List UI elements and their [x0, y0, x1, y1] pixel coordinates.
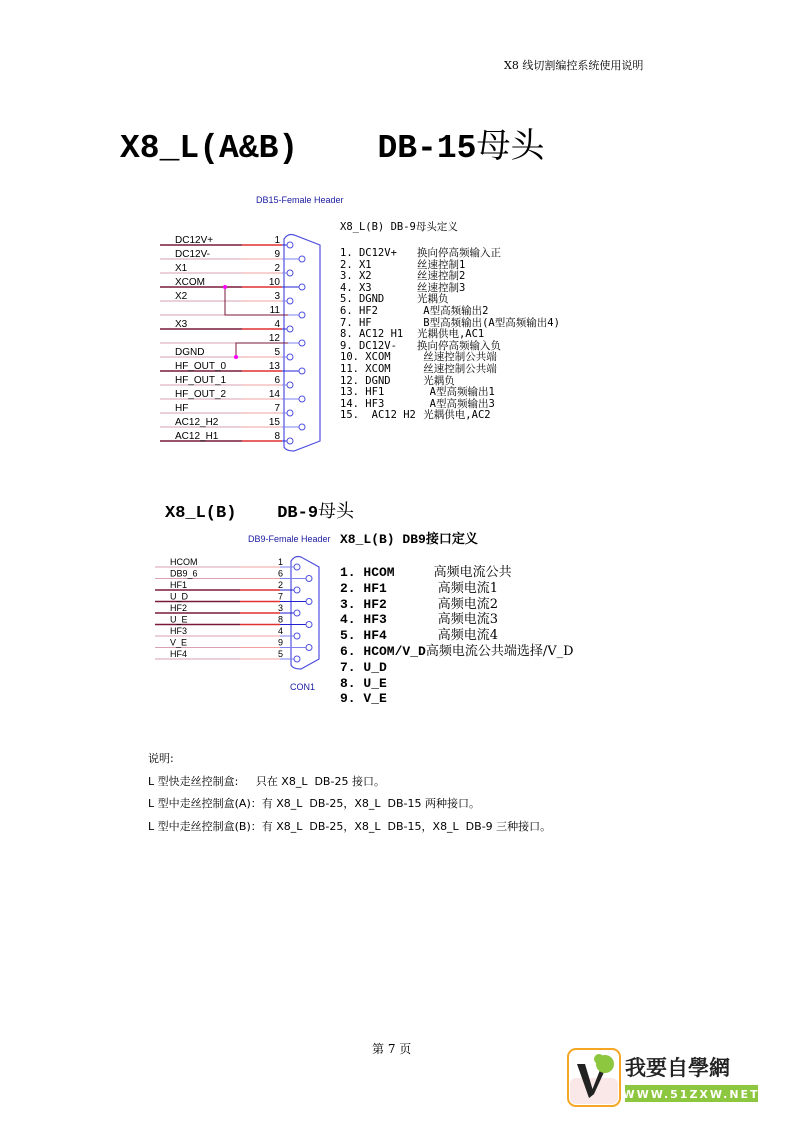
- pin-socket: [306, 645, 312, 651]
- definition-description: A型高频输出1: [423, 386, 495, 399]
- definition-row: [340, 676, 574, 692]
- pin-socket: [306, 622, 312, 628]
- wire-label: HF_OUT_2: [175, 389, 227, 400]
- notes-heading: 说明:: [148, 752, 174, 765]
- wire-label: HF1: [170, 580, 188, 590]
- pin-number: 4: [277, 626, 283, 636]
- definition-number: 11.: [340, 362, 366, 375]
- pin-number: 4: [274, 319, 280, 330]
- definition-number: 8.: [340, 328, 359, 341]
- definition-signal: HCOM: [363, 565, 395, 580]
- pin-number: 9: [274, 249, 280, 260]
- notes-line: L 型快走丝控制盒: 只在 X8_L DB-25 接口。: [148, 774, 385, 788]
- definition-description: 高频电流2: [425, 596, 499, 612]
- definition-number: 9.: [340, 339, 359, 352]
- definition-number: 5.: [340, 628, 364, 644]
- definition-signal: HF3: [365, 397, 385, 410]
- wire-label: HF2: [170, 603, 188, 613]
- pin-number: 8: [277, 614, 283, 625]
- wire-label: V_E: [170, 637, 188, 648]
- wire-label: HF_OUT_0: [175, 361, 227, 372]
- definition-description: 光耦供电,AC2: [423, 409, 491, 422]
- definition-description: 高频电流公共端选择/V_D: [425, 643, 574, 659]
- pin-socket: [294, 656, 300, 662]
- pin-number: 8: [274, 431, 280, 442]
- definition-signal: HF3: [363, 612, 387, 628]
- pin-socket: [299, 424, 305, 430]
- definition-number: 1.: [340, 247, 359, 259]
- page-number: 第 7 页: [372, 1042, 412, 1056]
- definition-signal: HCOM/V_D: [363, 643, 426, 659]
- wire-label: X3: [175, 319, 188, 330]
- db15-definition-title: X8_L(B) DB-9母头定义: [340, 221, 458, 233]
- definition-row: [340, 306, 560, 318]
- wire-label: AC12_H1: [175, 431, 219, 442]
- definition-number: 13.: [340, 386, 366, 399]
- db15-diagram: [160, 225, 340, 455]
- definition-signal: DC12V+: [358, 247, 397, 259]
- watermark-logo: [567, 1048, 759, 1107]
- logo-url: WWW.51ZXW.NET: [622, 1088, 759, 1101]
- pin-number: 3: [274, 291, 280, 302]
- definition-description: 光耦供电,AC1: [416, 328, 485, 341]
- pin-socket: [306, 576, 312, 582]
- wire-label: X1: [175, 263, 188, 274]
- definition-signal: HF2: [358, 304, 378, 317]
- document-header-title: X8 线切割编控系统使用说明: [504, 59, 644, 72]
- definition-signal: AC12 H2: [365, 409, 416, 422]
- definition-row: [340, 628, 574, 644]
- pin-number: 2: [277, 580, 283, 590]
- wire-label: HCOM: [170, 557, 198, 567]
- pin-number: 6: [277, 568, 283, 579]
- logo-graphic: [567, 1048, 759, 1107]
- definition-description: 高频电流3: [425, 612, 499, 628]
- definition-description: 高频电流1: [425, 580, 499, 596]
- definition-row: [340, 565, 574, 581]
- definition-row: [340, 387, 560, 399]
- definition-row: [340, 644, 574, 660]
- db9-diagram-caption: DB9-Female Header: [248, 534, 331, 544]
- definition-signal: HF: [358, 316, 372, 329]
- definition-signal: DGND: [365, 374, 391, 387]
- definition-number: 12.: [340, 374, 366, 387]
- definition-signal: HF4: [363, 628, 387, 644]
- definition-row: [340, 248, 560, 260]
- definition-number: 1.: [340, 565, 364, 580]
- db9-definition-title-text: X8_L(B) DB9接口定义: [340, 532, 478, 547]
- definition-number: 10.: [340, 351, 366, 364]
- definition-description: A型高频输出3: [423, 397, 495, 410]
- junction-wire: [236, 343, 288, 357]
- wire-label: HF: [175, 403, 189, 414]
- wire-label: XCOM: [175, 277, 205, 288]
- pin-number: 11: [269, 305, 280, 316]
- definition-number: 5.: [340, 293, 359, 306]
- definition-description: 光耦负: [416, 293, 449, 306]
- pin-number: 3: [277, 603, 283, 613]
- pin-number: 7: [277, 591, 283, 602]
- definition-number: 3.: [340, 270, 359, 283]
- pin-socket: [287, 242, 293, 248]
- definition-signal: HF2: [363, 596, 387, 612]
- pin-socket: [299, 368, 305, 374]
- notes-line: L 型中走丝控制盒(A)：有 X8_L DB-25，X8_L DB-15 两种接口。: [148, 797, 481, 810]
- definition-signal: DGND: [358, 293, 385, 306]
- definition-signal: DC12V-: [358, 339, 397, 352]
- pin-socket: [294, 587, 300, 593]
- definition-signal: AC12 H1: [358, 328, 404, 341]
- pin-number: 7: [274, 403, 280, 414]
- notes-line: L 型中走丝控制盒(B)：有 X8_L DB-25，X8_L DB-15，X8_L DB-9 三种接口。: [148, 819, 552, 833]
- pin-socket: [287, 326, 293, 332]
- definition-description: 丝速控制公共端: [423, 351, 497, 364]
- definition-description: 高频电流公共: [425, 565, 512, 580]
- notes-section: [148, 748, 551, 838]
- definition-number: 9.: [340, 691, 364, 707]
- logo-leaf-icon: [594, 1054, 604, 1064]
- pin-socket: [287, 354, 293, 360]
- definition-number: 6.: [340, 643, 364, 659]
- junction-dot: [223, 285, 227, 289]
- section-b-title-cn: 母头: [318, 501, 355, 522]
- db9-diagram: [155, 555, 335, 675]
- definition-signal: U_E: [363, 675, 387, 691]
- definition-description: 高频电流4: [425, 628, 499, 644]
- pin-socket: [299, 396, 305, 402]
- pin-number: 5: [274, 347, 280, 358]
- definition-signal: X1: [358, 258, 372, 271]
- section-a-title: [120, 118, 544, 167]
- pin-socket: [299, 340, 305, 346]
- pin-socket: [299, 256, 305, 262]
- pin-socket: [287, 382, 293, 388]
- db15-definition-list: [340, 248, 560, 422]
- pin-socket: [287, 438, 293, 444]
- definition-row: [340, 329, 560, 341]
- definition-description: A型高频输出2: [416, 304, 489, 317]
- wire-label: DC12V-: [175, 249, 211, 260]
- db15-diagram-caption: DB15-Female Header: [256, 195, 344, 205]
- pin-number: 2: [274, 263, 280, 274]
- definition-description: 换向停高频输入正: [416, 247, 501, 259]
- pin-socket: [299, 312, 305, 318]
- pin-number: 1: [274, 235, 280, 246]
- definition-number: 7.: [340, 316, 359, 329]
- junction-dot: [234, 355, 238, 359]
- definition-number: 14.: [340, 397, 366, 410]
- definition-number: 4.: [340, 612, 364, 628]
- pin-number: 1: [277, 557, 283, 567]
- wire-label: HF4: [170, 649, 188, 659]
- wire-label: U_E: [170, 614, 188, 625]
- logo-name: 我要自學網: [625, 1056, 730, 1080]
- definition-description: 换向停高频输入负: [416, 339, 501, 352]
- definition-row: [340, 364, 560, 376]
- pin-socket: [294, 610, 300, 616]
- definition-number: 7.: [340, 659, 364, 675]
- definition-description: 丝速控制1: [416, 258, 466, 271]
- wire-label: DB9_6: [170, 568, 198, 579]
- definition-signal: X2: [358, 270, 372, 283]
- definition-number: 2.: [340, 580, 364, 596]
- section-b-title-code: X8_L(B) DB-9: [165, 504, 319, 523]
- pin-number: 5: [277, 649, 283, 659]
- definition-row: [340, 597, 574, 613]
- pin-socket: [287, 298, 293, 304]
- definition-signal: V_E: [363, 691, 387, 707]
- definition-number: 6.: [340, 304, 359, 317]
- definition-number: 4.: [340, 281, 359, 294]
- pin-number: 15: [268, 417, 280, 428]
- wire-label: U_D: [170, 591, 189, 602]
- db9-definition-title: [340, 532, 478, 548]
- definition-signal: HF1: [365, 386, 385, 399]
- pin-socket: [294, 564, 300, 570]
- definition-signal: U_D: [363, 659, 387, 675]
- definition-description: B型高频输出(A型高频输出4): [416, 316, 560, 329]
- definition-number: 2.: [340, 258, 359, 271]
- definition-signal: XCOM: [365, 351, 391, 364]
- pin-socket: [287, 270, 293, 276]
- pin-number: 12: [268, 333, 280, 344]
- definition-number: 3.: [340, 596, 364, 612]
- wire-label: HF3: [170, 626, 188, 636]
- definition-row: [340, 581, 574, 597]
- definition-row: [340, 660, 574, 676]
- pin-number: 9: [277, 637, 283, 648]
- section-a-title-code: X8_L(A&B) DB-15: [120, 130, 477, 167]
- definition-row: [340, 691, 574, 707]
- pin-socket: [299, 284, 305, 290]
- db9-definition-list: [340, 565, 574, 707]
- definition-signal: XCOM: [365, 362, 391, 375]
- pin-number: 14: [268, 389, 280, 400]
- definition-signal: HF1: [363, 580, 387, 596]
- section-a-title-cn: 母头: [476, 126, 545, 166]
- wire-label: HF_OUT_1: [175, 375, 227, 386]
- definition-description: 光耦负: [423, 374, 455, 387]
- pin-number: 10: [268, 277, 280, 288]
- db9-connector-label: CON1: [290, 682, 316, 692]
- wire-label: X2: [175, 291, 188, 302]
- definition-description: 丝速控制2: [416, 270, 466, 283]
- definition-number: 8.: [340, 675, 364, 691]
- definition-description: 丝速控制3: [416, 281, 466, 294]
- pin-socket: [294, 633, 300, 639]
- pin-socket: [306, 599, 312, 605]
- pin-number: 6: [274, 375, 280, 386]
- definition-signal: X3: [358, 281, 372, 294]
- section-b-title: [165, 497, 354, 523]
- definition-description: 丝速控制公共端: [423, 362, 497, 375]
- wire-label: DC12V+: [175, 235, 214, 246]
- definition-number: 15.: [340, 409, 366, 422]
- wire-label: DGND: [175, 347, 205, 358]
- wire-label: AC12_H2: [175, 417, 219, 428]
- definition-row: [340, 410, 560, 422]
- pin-number: 13: [268, 361, 280, 372]
- definition-row: [340, 612, 574, 628]
- pin-socket: [287, 410, 293, 416]
